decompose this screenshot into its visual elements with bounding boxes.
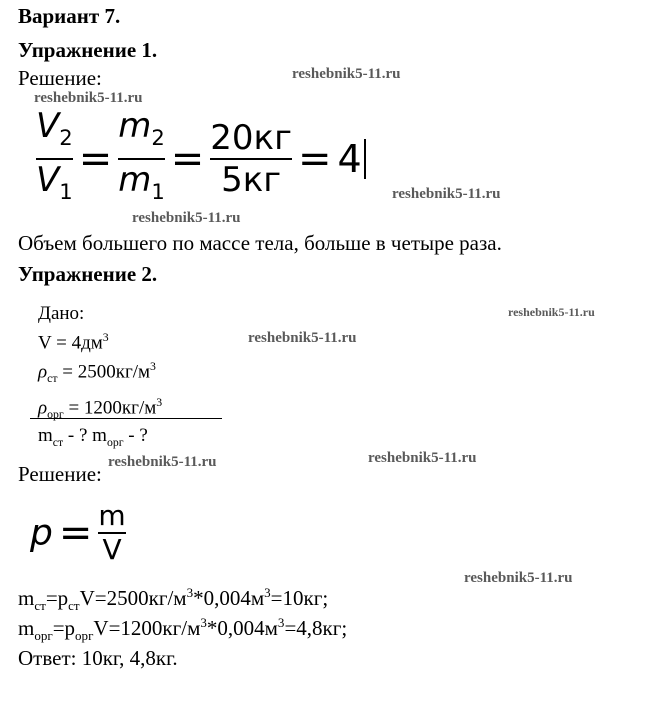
- v2-symbol: V: [36, 106, 60, 146]
- solution-label-2: Решение:: [18, 462, 102, 486]
- given-volume: $V = 4дм^3$: [38, 331, 109, 354]
- m1-subscript: 1: [151, 178, 165, 204]
- exercise-1-title: Упражнение 1.: [18, 38, 158, 62]
- equals-sign: =: [78, 135, 113, 182]
- fraction-values: [210, 118, 292, 200]
- watermark: reshebnik5-11.ru: [464, 570, 573, 586]
- numerator-value: 20кг: [210, 117, 292, 158]
- watermark: reshebnik5-11.ru: [392, 186, 501, 202]
- solution-label-1: Решение:: [18, 66, 102, 90]
- calc-line-steel: $m_{ст}=p_{ст}V=2500кг/м^3*0,004м^3=10кг$;: [18, 585, 329, 614]
- p-symbol: p: [30, 512, 53, 554]
- volume-symbol: V: [102, 533, 122, 566]
- calc-line-glass: $m_{орг}=p_{орг}V=1200кг/м^3*0,004м^3=4,8кг$;: [18, 615, 348, 644]
- fraction-v2-v1: [36, 106, 73, 212]
- density-formula: [30, 500, 126, 566]
- watermark: reshebnik5-11.ru: [108, 454, 217, 470]
- exercise-2-title: Упражнение 2.: [18, 262, 158, 286]
- m2-subscript: 2: [151, 124, 165, 150]
- watermark: reshebnik5-11.ru: [368, 450, 477, 466]
- text-cursor: [364, 139, 366, 179]
- watermark: reshebnik5-11.ru: [248, 330, 357, 346]
- variant-title: Вариант 7.: [18, 4, 121, 28]
- watermark: reshebnik5-11.ru: [132, 210, 241, 226]
- m2-symbol: m: [118, 106, 152, 146]
- mass-symbol: m: [98, 499, 126, 532]
- v2-subscript: 2: [59, 124, 73, 150]
- answer-line: Ответ: 10кг, 4,8кг.: [18, 646, 178, 670]
- given-density-glass: $\rho_{орг} = 1200кг/м^3$: [38, 396, 163, 422]
- denominator-value: 5кг: [221, 159, 282, 200]
- v1-symbol: V: [36, 159, 60, 200]
- watermark: reshebnik5-11.ru: [292, 66, 401, 82]
- given-label: Дано:: [38, 303, 85, 324]
- given-divider: [30, 418, 222, 419]
- given-block: [38, 302, 162, 428]
- watermark: reshebnik5-11.ru: [34, 90, 143, 106]
- m1-symbol: m: [118, 159, 152, 200]
- find-line: $m_{ст}$ - ? $m_{орг}$ - ?: [38, 425, 148, 449]
- watermark: reshebnik5-11.ru: [508, 305, 595, 319]
- fraction-m-v: [98, 500, 125, 566]
- v1-subscript: 1: [59, 178, 73, 204]
- given-density-steel: $\rho_{ст} = 2500кг/м^3$: [38, 360, 156, 386]
- conclusion-text: Объем большего по массе тела, больше в четыре раза.: [18, 231, 502, 255]
- fraction-m2-m1: [118, 106, 165, 212]
- equals-sign: =: [297, 135, 332, 182]
- result-value: 4: [337, 136, 362, 181]
- equals-sign: =: [58, 510, 93, 556]
- equals-sign: =: [170, 135, 205, 182]
- ratio-formula: [36, 106, 366, 212]
